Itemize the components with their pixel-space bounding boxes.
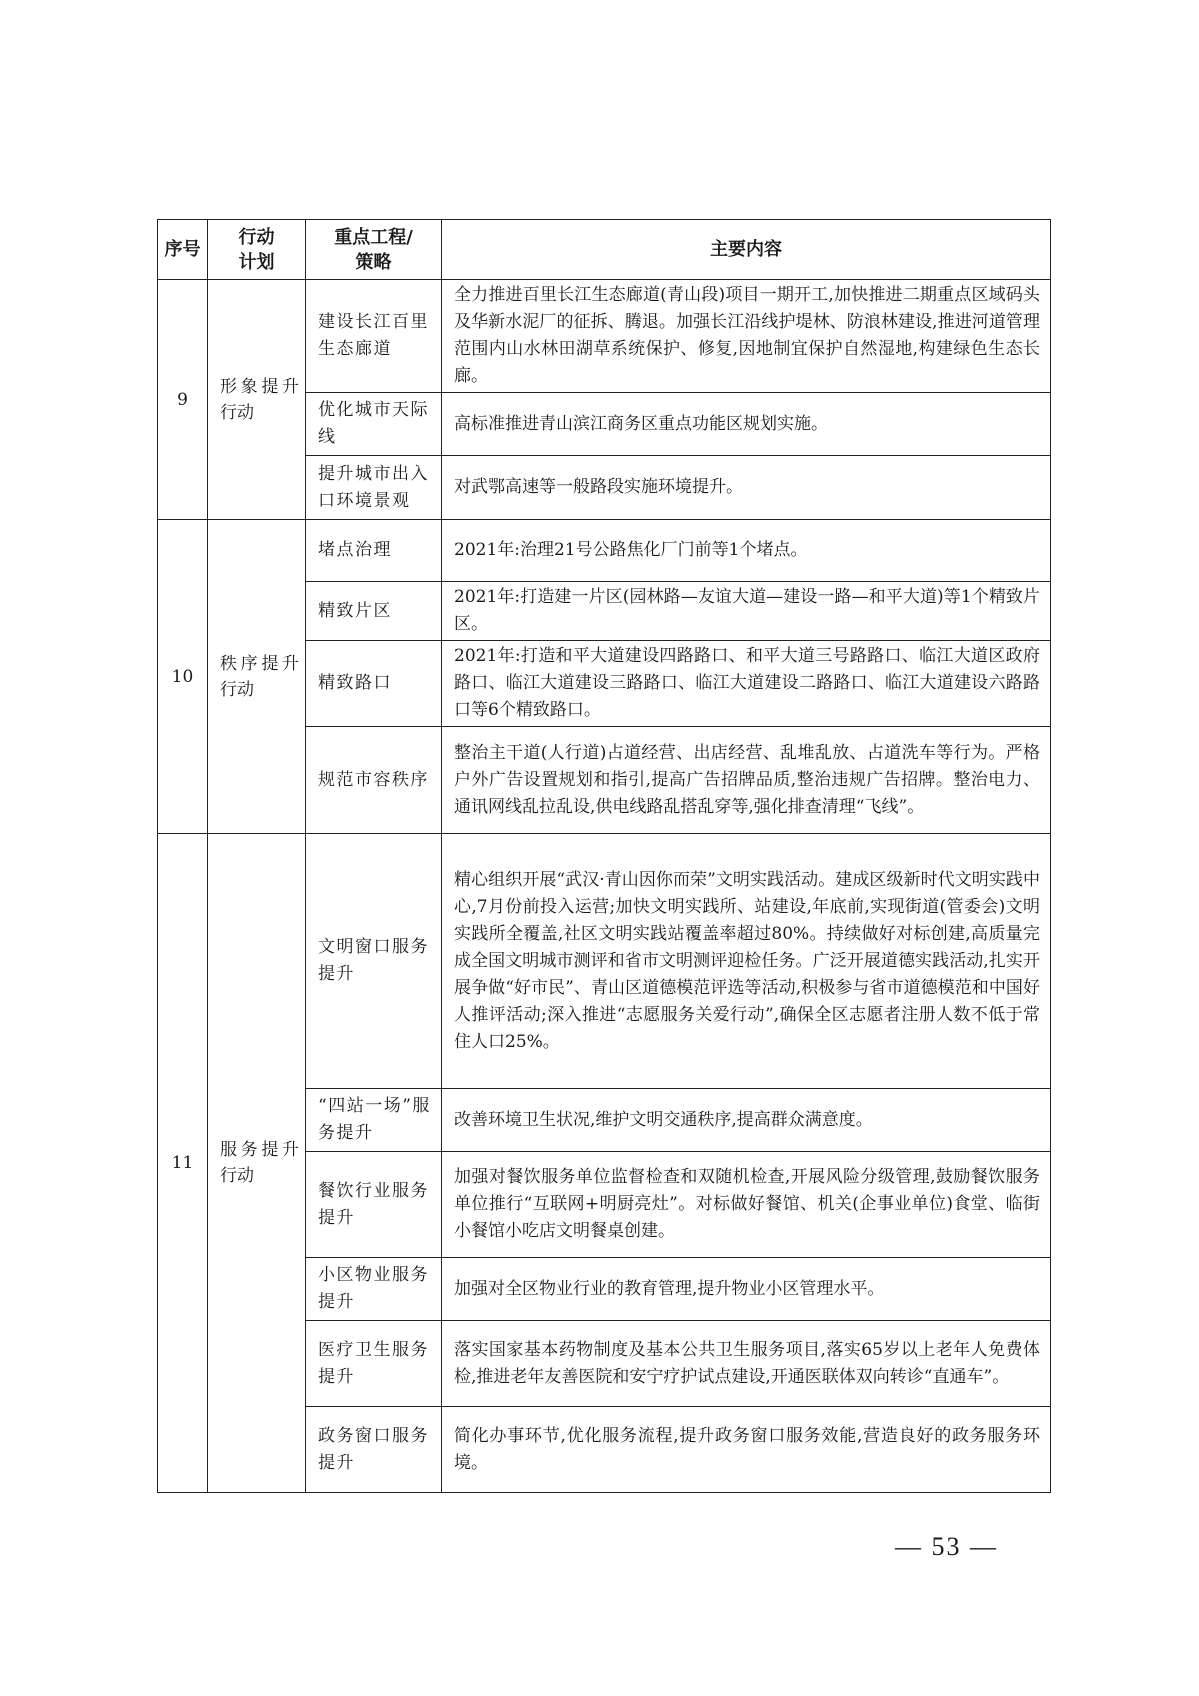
row-content: 精心组织开展“武汉·青山因你而荣”文明实践活动。建成区级新时代文明实践中心,7月份前投入运营;加快文明实践所、站建设,年底前,实现街道(管委会)文明实践所全覆盖,社区文明实践站覆盖率超过80%。持续做好对标创建,高质量完成全国文明城市测评和省市文明测评迎检任务。广泛开展道德实践活动,扎实开展争做“好市民”、青山区道德模范评选等活动,积极参与省市道德模范和中国好人推评活动;深入推进“志愿服务关爱行动”,确保全区志愿者注册人数不低于常住人口25%。 [442, 834, 1051, 1089]
row-content: 整治主干道(人行道)占道经营、出店经营、乱堆乱放、占道洗车等行为。严格户外广告设置规划和指引,提高广告招牌品质,整治违规广告招牌。整治电力、通讯网线乱拉乱设,供电线路乱搭乱穿等,强化排查清理“飞线”。 [442, 727, 1051, 834]
row-content: 加强对全区物业行业的教育管理,提升物业小区管理水平。 [442, 1258, 1051, 1321]
group-seq-9: 9 [158, 280, 208, 520]
header-project-line2: 策略 [355, 251, 392, 273]
header-content: 主要内容 [442, 220, 1051, 280]
row-content: 简化办事环节,优化服务流程,提升政务窗口服务效能,营造良好的政务服务环境。 [442, 1407, 1051, 1493]
header-project [306, 220, 442, 280]
row-content: 落实国家基本药物制度及基本公共卫生服务项目,落实65岁以上老年人免费体检,推进老年友善医院和安宁疗护试点建设,开通医联体双向转诊“直通车”。 [442, 1321, 1051, 1407]
row-content: 2021年:打造和平大道建设四路路口、和平大道三号路路口、临江大道区政府路口、临江大道建设三路路口、临江大道建设二路路口、临江大道建设六路路口等6个精致路口。 [442, 641, 1051, 727]
row-content: 高标准推进青山滨江商务区重点功能区规划实施。 [442, 393, 1051, 456]
table-row [158, 520, 1051, 582]
row-project: 小区物业服务提升 [306, 1258, 442, 1321]
group-plan-9: 形象提升行动 [208, 280, 306, 520]
row-content: 2021年:打造建一片区(园林路—友谊大道—建设一路—和平大道)等1个精致片区。 [442, 582, 1051, 641]
row-project: 精致片区 [306, 582, 442, 641]
group-seq-11: 11 [158, 834, 208, 1493]
row-content: 2021年:治理21号公路焦化厂门前等1个堵点。 [442, 520, 1051, 582]
row-project: 堵点治理 [306, 520, 442, 582]
table-header-row [158, 220, 1051, 280]
row-project: 政务窗口服务提升 [306, 1407, 442, 1493]
row-project: 医疗卫生服务提升 [306, 1321, 442, 1407]
header-plan-line1: 行动 [238, 226, 275, 248]
table-row [158, 280, 1051, 393]
group-plan-10: 秩序提升行动 [208, 520, 306, 834]
row-content: 全力推进百里长江生态廊道(青山段)项目一期开工,加快推进二期重点区域码头及华新水泥厂的征拆、腾退。加强长江沿线护堤林、防浪林建设,推进河道管理范围内山水林田湖草系统保护、修复,因地制宜保护自然湿地,构建绿色生态长廊。 [442, 280, 1051, 393]
header-plan-line2: 计划 [238, 251, 275, 273]
row-project: 建设长江百里生态廊道 [306, 280, 442, 393]
row-content: 改善环境卫生状况,维护文明交通秩序,提高群众满意度。 [442, 1089, 1051, 1152]
row-project: 规范市容秩序 [306, 727, 442, 834]
row-project: 精致路口 [306, 641, 442, 727]
row-project: 餐饮行业服务提升 [306, 1152, 442, 1258]
header-plan [208, 220, 306, 280]
row-content: 对武鄂高速等一般路段实施环境提升。 [442, 456, 1051, 520]
header-seq: 序号 [158, 220, 208, 280]
group-plan-11: 服务提升行动 [208, 834, 306, 1493]
row-project: “四站一场”服务提升 [306, 1089, 442, 1152]
action-plan-table [157, 219, 1051, 1493]
row-content: 加强对餐饮服务单位监督检查和双随机检查,开展风险分级管理,鼓励餐饮服务单位推行“互联网+明厨亮灶”。对标做好餐馆、机关(企事业单位)食堂、临街小餐馆小吃店文明餐桌创建。 [442, 1152, 1051, 1258]
row-project: 文明窗口服务提升 [306, 834, 442, 1089]
group-seq-10: 10 [158, 520, 208, 834]
table-row [158, 834, 1051, 1089]
page-number: — 53 — [895, 1532, 998, 1561]
header-project-line1: 重点工程/ [334, 226, 413, 248]
row-project: 优化城市天际线 [306, 393, 442, 456]
row-project: 提升城市出入口环境景观 [306, 456, 442, 520]
